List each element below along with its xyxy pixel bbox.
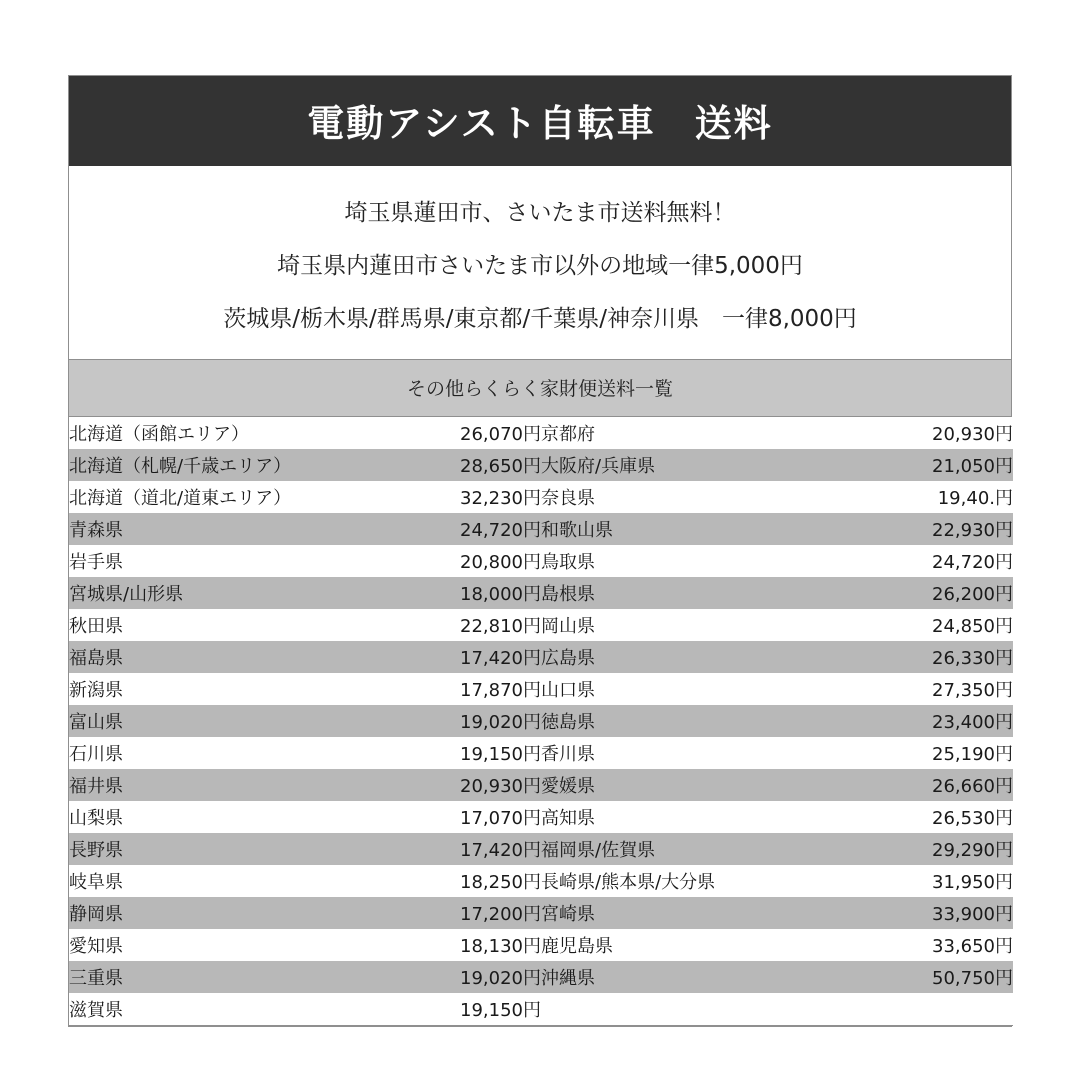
table-subheading: その他らくらく家財便送料一覧 (69, 360, 1011, 417)
region-cell: 秋田県 (69, 609, 339, 641)
table-row (69, 769, 1013, 801)
region-cell: 大阪府/兵庫県 (541, 449, 811, 481)
price-cell: 26,200円 (811, 577, 1013, 609)
table-row (69, 833, 1013, 865)
price-cell: 33,900円 (811, 897, 1013, 929)
intro-line-free-area: 埼玉県蓮田市、さいたま市送料無料！ (344, 200, 736, 226)
region-cell: 岩手県 (69, 545, 339, 577)
table-row (69, 417, 1013, 449)
region-cell: 北海道（道北/道東エリア） (69, 481, 339, 513)
region-cell: 北海道（函館エリア） (69, 417, 339, 449)
table-row (69, 737, 1013, 769)
table-row (69, 609, 1013, 641)
region-cell: 高知県 (541, 801, 811, 833)
price-cell: 31,950円 (811, 865, 1013, 897)
price-cell: 17,420円 (339, 833, 541, 865)
price-cell: 23,400円 (811, 705, 1013, 737)
region-cell: 鹿児島県 (541, 929, 811, 961)
price-cell: 32,230円 (339, 481, 541, 513)
price-cell: 21,050円 (811, 449, 1013, 481)
table-row (69, 801, 1013, 833)
intro-block (69, 166, 1011, 360)
price-cell: 20,930円 (339, 769, 541, 801)
region-cell: 岐阜県 (69, 865, 339, 897)
price-cell: 18,250円 (339, 865, 541, 897)
region-cell: 三重県 (69, 961, 339, 993)
price-cell: 29,290円 (811, 833, 1013, 865)
region-cell: 富山県 (69, 705, 339, 737)
price-cell: 19,020円 (339, 705, 541, 737)
price-cell: 19,150円 (339, 993, 541, 1026)
price-cell: 26,070円 (339, 417, 541, 449)
price-cell: 27,350円 (811, 673, 1013, 705)
region-cell: 福岡県/佐賀県 (541, 833, 811, 865)
price-cell: 18,000円 (339, 577, 541, 609)
region-cell: 宮崎県 (541, 897, 811, 929)
region-cell: 山梨県 (69, 801, 339, 833)
table-row (69, 993, 1013, 1026)
region-cell: 福井県 (69, 769, 339, 801)
price-cell: 20,800円 (339, 545, 541, 577)
table-row (69, 865, 1013, 897)
price-cell: 17,070円 (339, 801, 541, 833)
region-cell: 沖縄県 (541, 961, 811, 993)
region-cell: 山口県 (541, 673, 811, 705)
price-cell: 17,420円 (339, 641, 541, 673)
price-cell: 17,200円 (339, 897, 541, 929)
price-cell: 26,330円 (811, 641, 1013, 673)
price-cell (811, 993, 1013, 1026)
region-cell: 宮城県/山形県 (69, 577, 339, 609)
region-cell: 新潟県 (69, 673, 339, 705)
price-cell: 20,930円 (811, 417, 1013, 449)
region-cell: 鳥取県 (541, 545, 811, 577)
price-cell: 50,750円 (811, 961, 1013, 993)
price-cell: 19,150円 (339, 737, 541, 769)
region-cell: 京都府 (541, 417, 811, 449)
intro-line-kanto-flat: 茨城県/栃木県/群馬県/東京都/千葉県/神奈川県 一律8,000円 (223, 306, 857, 332)
price-cell: 22,930円 (811, 513, 1013, 545)
region-cell (541, 993, 811, 1026)
table-row (69, 929, 1013, 961)
region-cell: 滋賀県 (69, 993, 339, 1026)
table-row (69, 641, 1013, 673)
price-cell: 24,850円 (811, 609, 1013, 641)
table-row (69, 577, 1013, 609)
region-cell: 長野県 (69, 833, 339, 865)
table-row (69, 673, 1013, 705)
intro-line-saitama-flat: 埼玉県内蓮田市さいたま市以外の地域一律5,000円 (277, 253, 803, 279)
region-cell: 岡山県 (541, 609, 811, 641)
price-cell: 19,40.円 (811, 481, 1013, 513)
price-cell: 25,190円 (811, 737, 1013, 769)
table-row (69, 961, 1013, 993)
price-cell: 22,810円 (339, 609, 541, 641)
price-cell: 26,660円 (811, 769, 1013, 801)
region-cell: 福島県 (69, 641, 339, 673)
price-cell: 24,720円 (811, 545, 1013, 577)
table-row (69, 513, 1013, 545)
region-cell: 愛媛県 (541, 769, 811, 801)
region-cell: 和歌山県 (541, 513, 811, 545)
region-cell: 静岡県 (69, 897, 339, 929)
region-cell: 青森県 (69, 513, 339, 545)
price-cell: 26,530円 (811, 801, 1013, 833)
rates-table (69, 417, 1013, 1026)
region-cell: 島根県 (541, 577, 811, 609)
table-row (69, 705, 1013, 737)
table-row (69, 897, 1013, 929)
price-cell: 17,870円 (339, 673, 541, 705)
table-row (69, 481, 1013, 513)
region-cell: 奈良県 (541, 481, 811, 513)
region-cell: 広島県 (541, 641, 811, 673)
fee-sheet (68, 75, 1012, 1027)
region-cell: 愛知県 (69, 929, 339, 961)
region-cell: 北海道（札幌/千歳エリア） (69, 449, 339, 481)
region-cell: 長崎県/熊本県/大分県 (541, 865, 811, 897)
price-cell: 24,720円 (339, 513, 541, 545)
table-row (69, 449, 1013, 481)
region-cell: 徳島県 (541, 705, 811, 737)
region-cell: 香川県 (541, 737, 811, 769)
price-cell: 33,650円 (811, 929, 1013, 961)
region-cell: 石川県 (69, 737, 339, 769)
page-title: 電動アシスト自転車 送料 (69, 76, 1011, 166)
table-row (69, 545, 1013, 577)
price-cell: 18,130円 (339, 929, 541, 961)
price-cell: 28,650円 (339, 449, 541, 481)
price-cell: 19,020円 (339, 961, 541, 993)
